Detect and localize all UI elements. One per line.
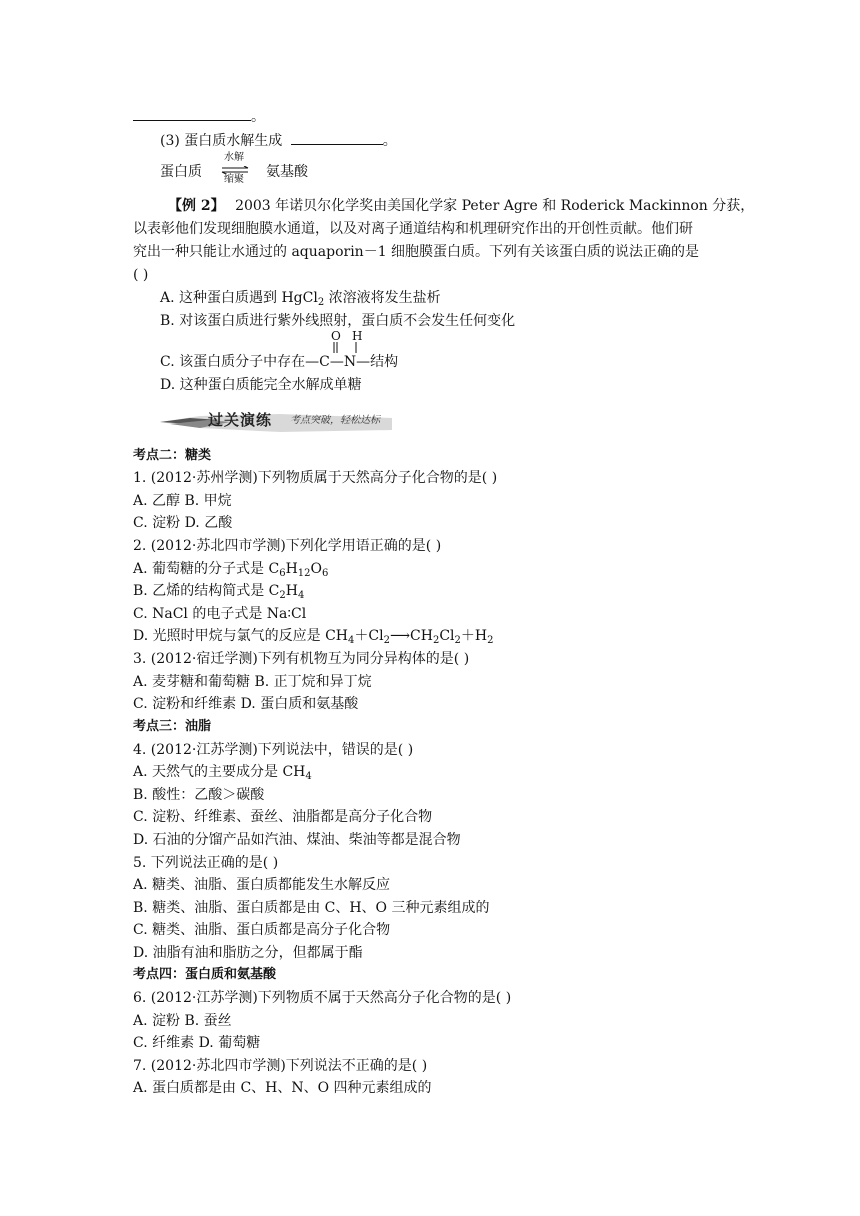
example-line-2: 以表彰他们发现细胞膜水通道，以及对离子通道结构和机理研究作出的开创性贡献。他们研: [133, 221, 693, 237]
struct-o: O: [331, 329, 341, 343]
example-option-d: D. 这种蛋白质能完全水解成单糖: [160, 377, 362, 393]
banner-subtitle: 考点突破，轻松达标: [290, 415, 380, 426]
question-7: 7. (2012·苏北四市学测)下列说法不正确的是( ): [133, 1058, 428, 1074]
banner-title: 过关演练: [208, 411, 273, 429]
scheme-bottom-label: 缩聚: [224, 174, 244, 185]
question-3-cd: C. 淀粉和纤维素 D. 蛋白质和氨基酸: [133, 696, 359, 712]
scheme-left: 蛋白质: [160, 164, 202, 180]
answer-blank: [133, 106, 251, 121]
question-6: 6. (2012·江苏学测)下列物质不属于天然高分子化合物的是( ): [133, 990, 512, 1006]
question-5-d: D. 油脂有油和脂肪之分，但都属于酯: [133, 945, 363, 961]
section-heading: 考点四：蛋白质和氨基酸: [133, 967, 277, 982]
question-2-b: B. 乙烯的结构简式是 $C_2H_4$: [133, 583, 305, 601]
scheme-top-label: 水解: [224, 152, 244, 163]
example-option-a: A. 这种蛋白质遇到 HgCl$_2$ 浓溶液将发生盐析: [160, 290, 441, 308]
question-5: 5. 下列说法正确的是( ): [133, 855, 279, 871]
question-4-b: B. 酸性：乙酸＞碳酸: [133, 787, 265, 803]
example-line-1: 【例 2】 2003 年诺贝尔化学奖由美国化学家 Peter Agre 和 Roderick Mackinnon 分获，: [168, 198, 755, 214]
section-heading: 考点二：糖类: [133, 448, 212, 463]
example-line-3: 究出一种只能让水通过的 aquaporin－1 细胞膜蛋白质。下列有关该蛋白质的说法正确的是: [133, 244, 700, 260]
prev-blank-line: 。: [133, 106, 265, 127]
question-4: 4. (2012·江苏学测)下列说法中，错误的是( ): [133, 742, 414, 758]
question-1: 1. (2012·苏州学测)下列物质属于天然高分子化合物的是( ): [133, 470, 498, 486]
example-option-b: B. 对该蛋白质进行紫外线照射，蛋白质不会发生任何变化: [160, 313, 516, 329]
answer-blank: [291, 130, 383, 145]
question-4-d: D. 石油的分馏产品如汽油、煤油、柴油等都是混合物: [133, 832, 461, 848]
question-4-c: C. 淀粉、纤维素、蚕丝、油脂都是高分子化合物: [133, 809, 433, 825]
question-1-cd: C. 淀粉 D. 乙酸: [133, 515, 233, 531]
question-4-a: A. 天然气的主要成分是 $CH_4$: [133, 764, 312, 782]
question-2-c: C. NaCl 的电子式是 Na∶Cl: [133, 606, 307, 622]
question-2: 2. (2012·苏北四市学测)下列化学用语正确的是( ): [133, 538, 442, 554]
question-6-ab: A. 淀粉 B. 蚕丝: [133, 1013, 232, 1029]
question-1-ab: A. 乙醇 B. 甲烷: [133, 493, 232, 509]
question-3-ab: A. 麦芽糖和葡萄糖 B. 正丁烷和异丁烷: [133, 674, 372, 690]
question-3: 3. (2012·宿迁学测)下列有机物互为同分异构体的是( ): [133, 651, 470, 667]
example-answer-blank: ( ): [133, 267, 149, 283]
question-5-b: B. 糖类、油脂、蛋白质都是由 C、H、O 三种元素组成的: [133, 900, 490, 916]
section-heading: 考点三：油脂: [133, 719, 212, 734]
question-2-a: A. 葡萄糖的分子式是 $C_6H_{12}O_6$: [133, 561, 329, 579]
example-option-c: C. 该蛋白质分子中存在—C—N—结构: [160, 354, 399, 370]
question-5-c: C. 糖类、油脂、蛋白质都是高分子化合物: [133, 922, 391, 938]
question-5-a: A. 糖类、油脂、蛋白质都能发生水解反应: [133, 877, 391, 893]
peptide-structure: —C—N—: [305, 354, 371, 370]
question-7-a: A. 蛋白质都是由 C、H、N、O 四种元素组成的: [133, 1080, 432, 1096]
example-tag: 【例 2】: [168, 198, 225, 214]
struct-h: H: [352, 329, 363, 343]
question-2-d: D. 光照时甲烷与氯气的反应是 $CH_4+Cl_2⟶CH_2Cl_2+H_2$: [133, 628, 494, 646]
reversible-arrow-icon: [220, 166, 250, 174]
prev-q3: (3) 蛋白质水解生成 。: [160, 130, 397, 151]
scheme-right: 氨基酸: [266, 164, 308, 180]
question-6-cd: C. 纤维素 D. 葡萄糖: [133, 1035, 261, 1051]
